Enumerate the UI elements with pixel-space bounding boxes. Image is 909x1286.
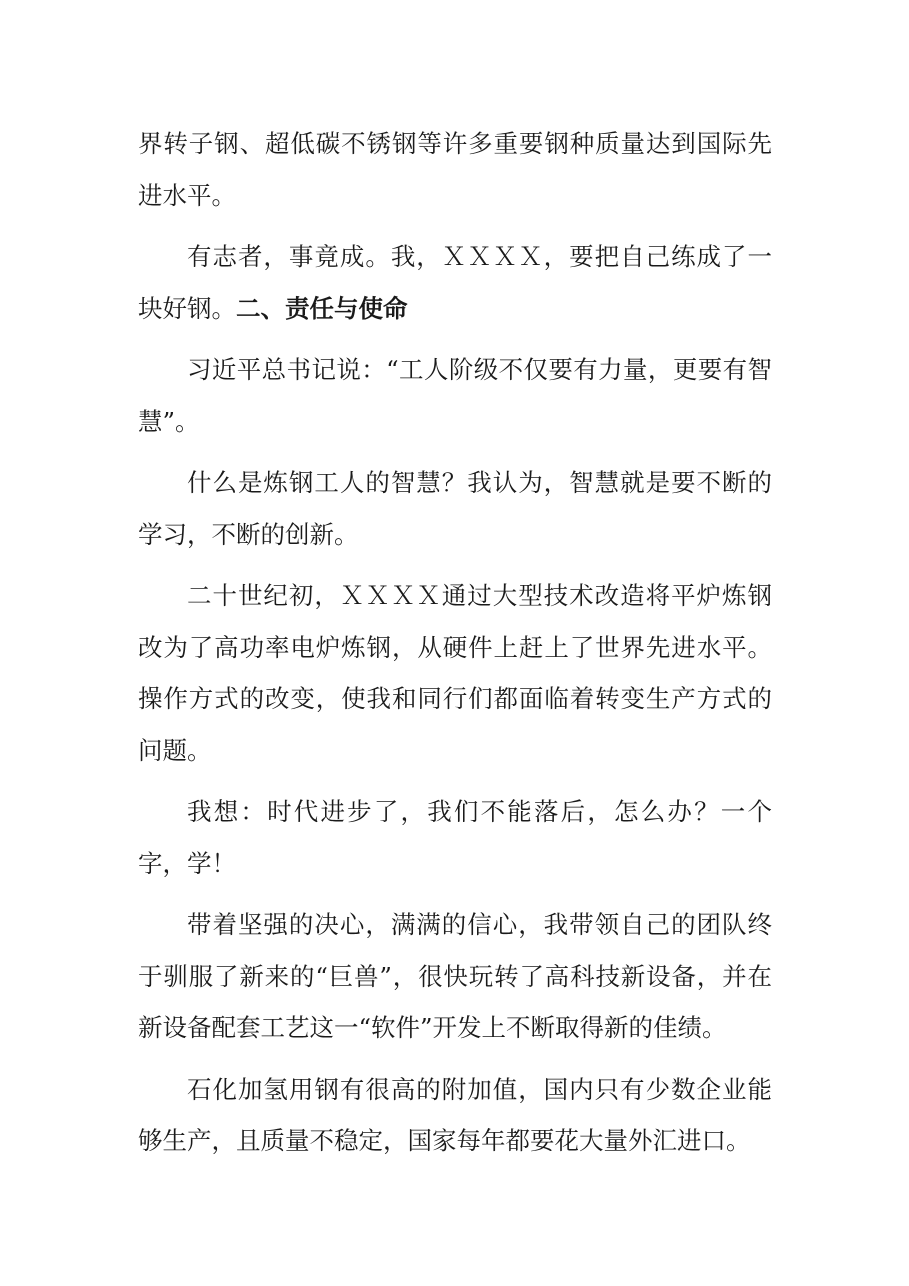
paragraph-text: 我想：时代进步了，我们不能落后，怎么办？一个字，学！ — [138, 797, 772, 878]
paragraph-learn — [138, 786, 772, 889]
paragraph-text: 石化加氢用钢有很高的附加值，国内只有少数企业能够生产，且质量不稳定，国家每年都要花大量外汇进口。 — [138, 1074, 772, 1155]
paragraph-steel — [138, 1064, 772, 1167]
paragraph-text: 什么是炼钢工人的智慧？我认为，智慧就是要不断的学习，不断的创新。 — [138, 468, 772, 549]
paragraph-continued — [138, 118, 772, 221]
document-body — [138, 118, 772, 1177]
paragraph-text: 二十世纪初，ＸＸＸＸ通过大型技术改造将平炉炼钢改为了高功率电炉炼钢，从硬件上赶上了世界先进水平。操作方式的改变，使我和同行们都面临着转变生产方式的问题。 — [138, 581, 772, 765]
paragraph-reform — [138, 570, 772, 776]
paragraph-quote — [138, 344, 772, 447]
paragraph-resolve — [138, 231, 772, 334]
paragraph-text: 有志者，事竟成。我，ＸＸＸＸ，要把自己练成了一块好钢。 — [138, 242, 772, 323]
paragraph-team — [138, 899, 772, 1054]
section-heading: 二、责任与使命 — [236, 293, 408, 323]
paragraph-text: 带着坚强的决心，满满的信心，我带领自己的团队终于驯服了新来的“巨兽”，很快玩转了高科技新设备，并在新设备配套工艺这一“软件”开发上不断取得新的佳绩。 — [138, 910, 772, 1042]
paragraph-text: 界转子钢、超低碳不锈钢等许多重要钢种质量达到国际先进水平。 — [138, 129, 772, 210]
paragraph-wisdom — [138, 457, 772, 560]
paragraph-text: 习近平总书记说：“工人阶级不仅要有力量，更要有智慧”。 — [138, 355, 772, 436]
